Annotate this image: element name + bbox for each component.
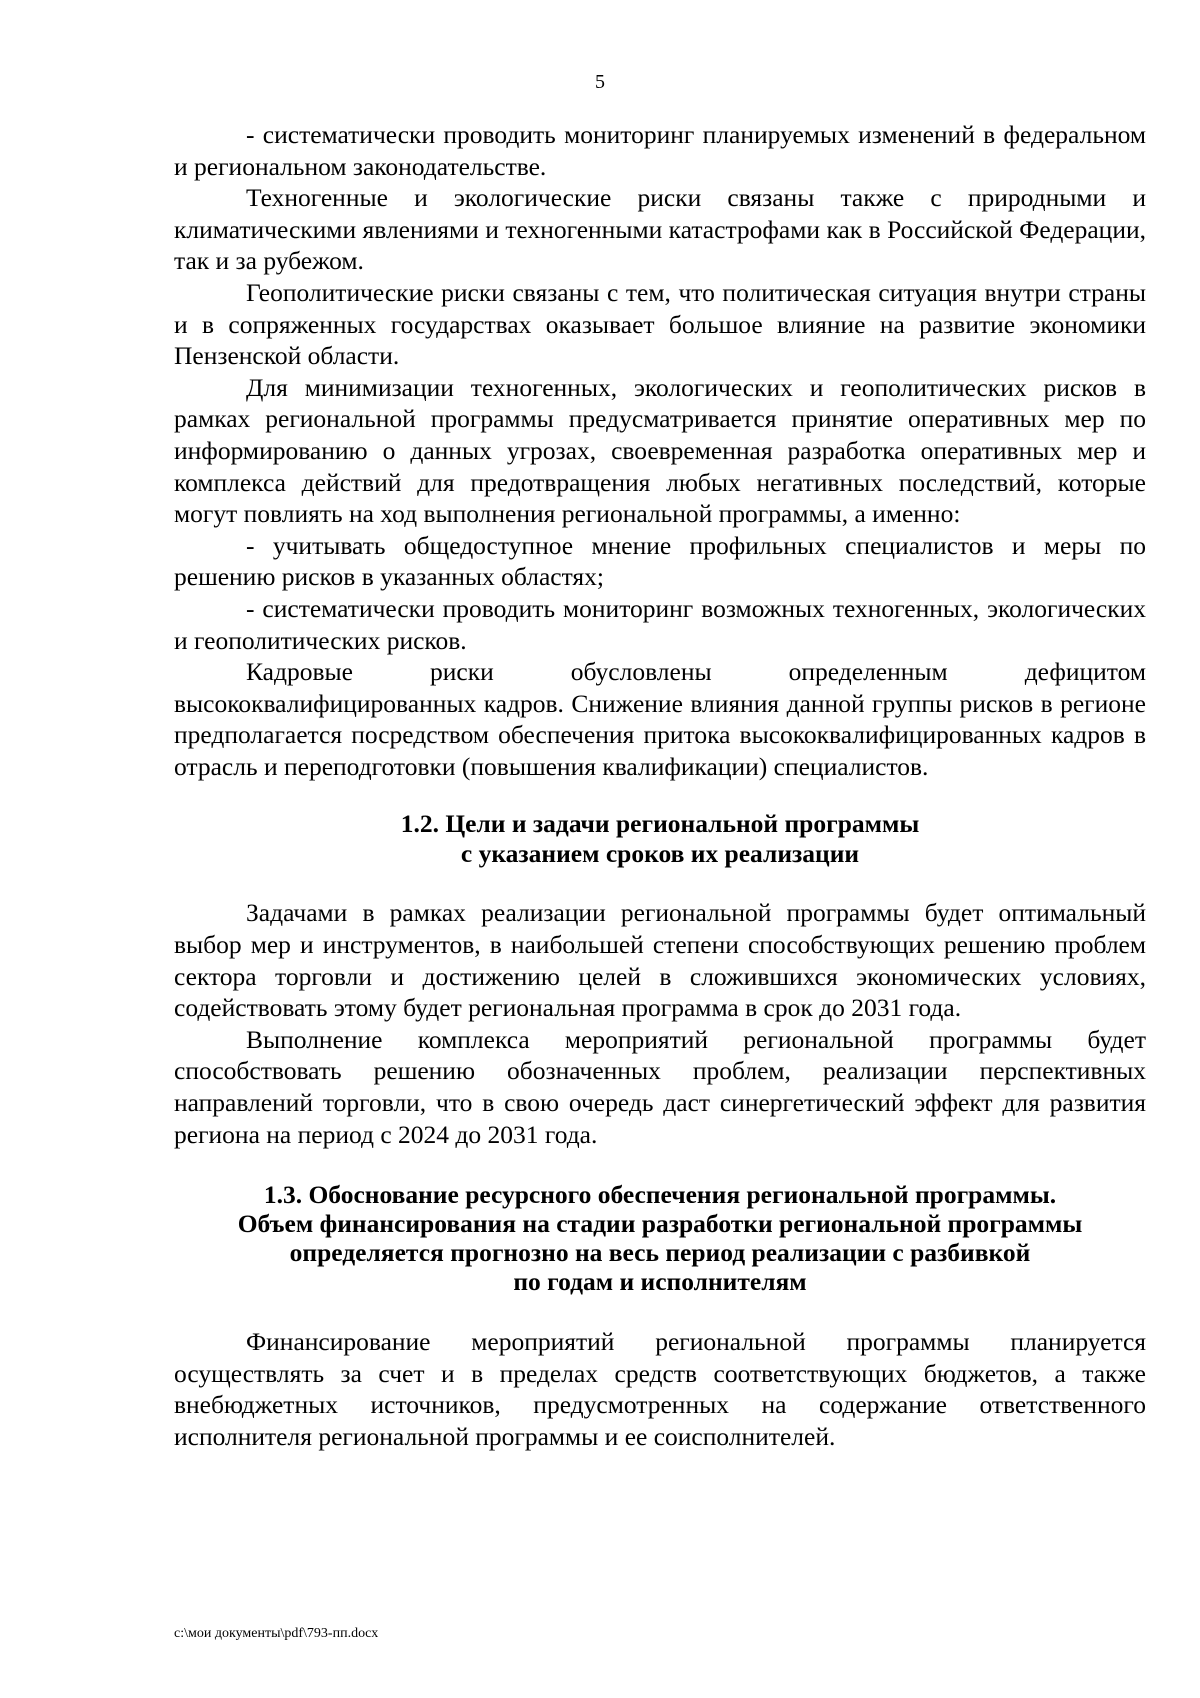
paragraph-list-item-monitoring: - систематически проводить мониторинг возможных техногенных, экологических и геополитических рисков. bbox=[174, 593, 1146, 655]
paragraph-list-item-opinion: - учитывать общедоступное мнение профильных специалистов и меры по решению рисков в указанных областях; bbox=[174, 530, 1146, 592]
page-number: 5 bbox=[595, 71, 605, 93]
section-heading-1-3-line-4: по годам и исполнителям bbox=[513, 1267, 807, 1297]
paragraph-personnel-risks: Кадровые риски обусловлены определенным дефицитом высококвалифицированных кадров. Снижение влияния данной группы рисков в регионе предполагается посредством обеспечения притока высококвалифицированных кадров в отрасль и переподготовки (повышения квалификации) специалистов. bbox=[174, 657, 1146, 781]
footer-file-path: c:\мои документы\pdf\793-пп.docx bbox=[174, 1626, 379, 1641]
section-heading-1-3-line-3: определяется прогнозно на весь период реализации с разбивкой bbox=[289, 1238, 1031, 1268]
section-heading-1-2-line-1: 1.2. Цели и задачи региональной программы bbox=[400, 809, 920, 839]
paragraph-risk-minimization: Для минимизации техногенных, экологических и геополитических рисков в рамках региональной программы предусматривается принятие оперативных мер по информированию о данных угрозах, своевременная разработка оперативных мер и комплекса действий для предотвращения любых негативных последствий, которые могут повлиять на ход выполнения региональной программы, а именно: bbox=[174, 372, 1146, 529]
paragraph-technogenic-risks: Техногенные и экологические риски связаны также с природными и климатическими явлениями и техногенными катастрофами как в Российской Федерации, так и за рубежом. bbox=[174, 183, 1146, 276]
section-heading-1-3 bbox=[174, 1180, 1146, 1296]
paragraph-tasks: Задачами в рамках реализации региональной программы будет оптимальный выбор мер и инструментов, в наибольшей степени способствующих решению проблем сектора торговли и достижению целей в сложившихся экономических условиях, содействовать этому будет региональная программа в срок до 2031 года. bbox=[174, 898, 1146, 1023]
section-heading-1-2-line-2: с указанием сроков их реализации bbox=[460, 839, 860, 869]
section-heading-1-2 bbox=[174, 809, 1146, 869]
paragraph-financing: Финансирование мероприятий региональной программы планируется осуществлять за счет и в пределах средств соответствующих бюджетов, а также внебюджетных источников, предусмотренных на содержание ответственного исполнителя региональной программы и ее соисполнителей. bbox=[174, 1327, 1146, 1451]
paragraph-monitoring-legislation: - систематически проводить мониторинг планируемых изменений в федеральном и региональном законодательстве. bbox=[174, 120, 1146, 181]
section-heading-1-3-line-2: Объем финансирования на стадии разработки региональной программы bbox=[237, 1209, 1083, 1239]
document-body bbox=[174, 119, 1146, 1453]
paragraph-geopolitical-risks: Геополитические риски связаны с тем, что политическая ситуация внутри страны и в сопряженных государствах оказывает большое влияние на развитие экономики Пензенской области. bbox=[174, 277, 1146, 371]
section-heading-1-3-line-1: 1.3. Обоснование ресурсного обеспечения региональной программы. bbox=[263, 1180, 1057, 1210]
paragraph-implementation: Выполнение комплекса мероприятий региональной программы будет способствовать решению обозначенных проблем, реализации перспективных направлений торговли, что в свою очередь даст синергетический эффект для развития региона на период с 2024 до 2031 года. bbox=[174, 1024, 1146, 1149]
